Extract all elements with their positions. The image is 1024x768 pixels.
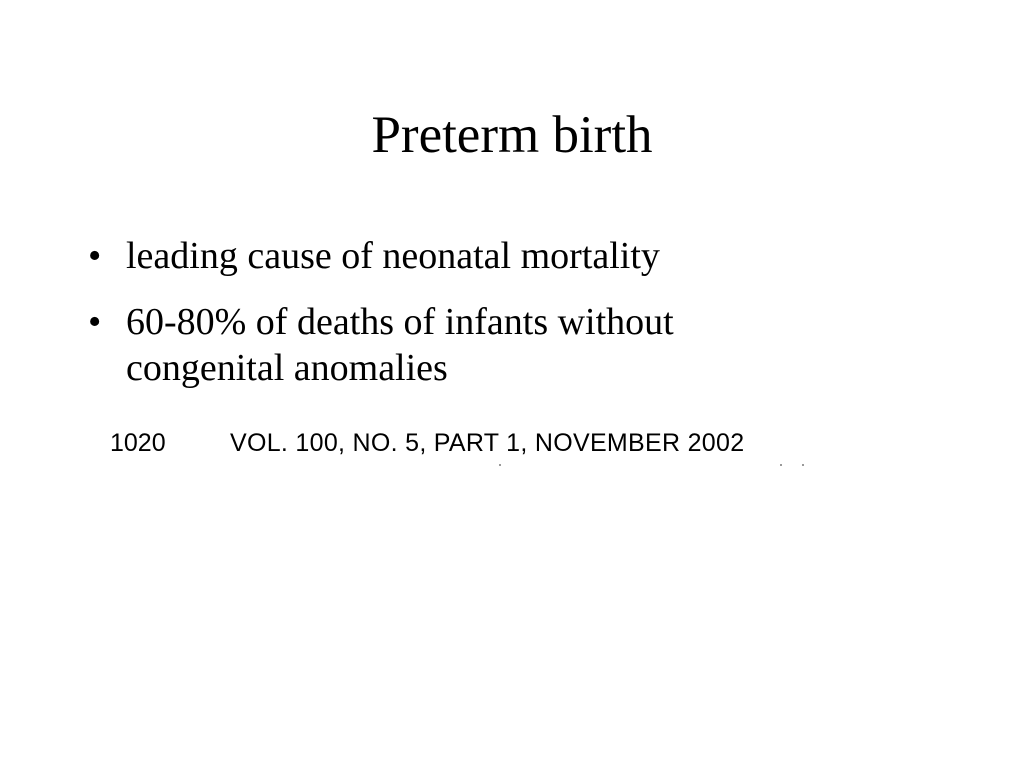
journal-citation-image	[110, 425, 810, 469]
bullet-marker: •	[88, 235, 102, 277]
scan-artifact	[499, 464, 501, 466]
citation-journal-issue: VOL. 100, NO. 5, PART 1, NOVEMBER 2002	[230, 429, 745, 457]
bullet-marker: •	[88, 301, 102, 343]
scan-artifact	[802, 464, 804, 466]
bullet-text: leading cause of neonatal mortality	[126, 235, 660, 277]
bullet-item	[88, 233, 808, 279]
bullet-text: 60-80% of deaths of infants without congenital anomalies	[126, 301, 674, 389]
bullet-item	[88, 299, 808, 391]
citation-page-number: 1020	[110, 429, 166, 457]
bullet-list	[88, 233, 808, 411]
slide-title: Preterm birth	[371, 106, 653, 164]
scan-artifact	[780, 464, 782, 466]
